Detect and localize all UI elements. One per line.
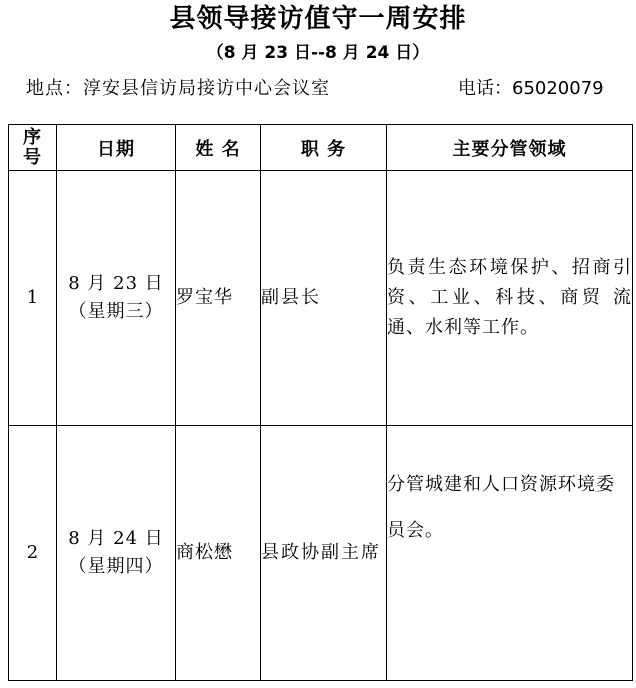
row-duties: 负责生态环境保护、招商引资、工业、科技、商贸 流通、水利等工作。 bbox=[387, 257, 632, 338]
table-row bbox=[9, 426, 633, 681]
row-position: 副县长 bbox=[261, 171, 387, 426]
row-weekday: （星期三） bbox=[68, 301, 164, 322]
schedule-table bbox=[8, 124, 633, 681]
header-seq-label: 序号 bbox=[23, 126, 42, 168]
row-name: 罗宝华 bbox=[176, 171, 261, 426]
row-seq: 1 bbox=[9, 171, 57, 426]
row-duties-cell bbox=[387, 426, 633, 681]
row-name: 商松懋 bbox=[176, 426, 261, 681]
row-duties-cell bbox=[387, 171, 633, 426]
phone-text: 电话：65020079 bbox=[458, 78, 604, 99]
table-row bbox=[9, 171, 633, 426]
location-text: 地点：淳安县信访局接访中心会议室 bbox=[26, 78, 330, 99]
row-date-cell bbox=[57, 426, 176, 681]
table-header-row bbox=[9, 125, 633, 171]
header-date: 日期 bbox=[57, 125, 176, 171]
header-duties: 主要分管领域 bbox=[387, 125, 633, 171]
date-range: （8 月 23 日--8 月 24 日） bbox=[206, 43, 430, 63]
header-name: 姓 名 bbox=[176, 125, 261, 171]
row-position: 县政协副主席 bbox=[261, 426, 387, 681]
row-weekday: （星期四） bbox=[68, 556, 164, 577]
row-date: 8 月 24 日 bbox=[68, 528, 164, 549]
row-date: 8 月 23 日 bbox=[68, 273, 164, 294]
row-date-cell bbox=[57, 171, 176, 426]
header-seq bbox=[9, 125, 57, 171]
row-seq: 2 bbox=[9, 426, 57, 681]
header-position: 职 务 bbox=[261, 125, 387, 171]
page-title: 县领导接访值守一周安排 bbox=[169, 4, 467, 34]
row-duties: 分管城建和人口资源环境委员会。 bbox=[387, 474, 615, 541]
